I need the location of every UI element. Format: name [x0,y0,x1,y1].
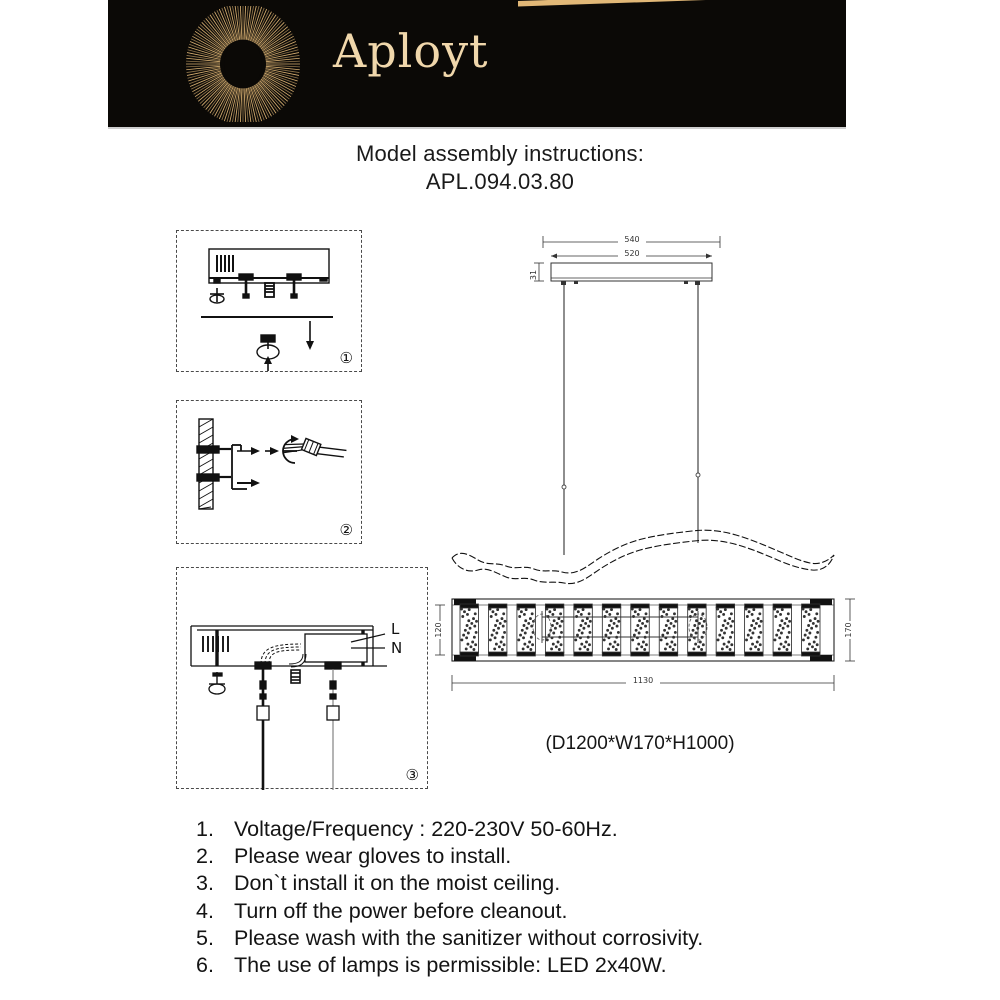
page-title [0,140,1000,196]
note-text: Voltage/Frequency : 220-230V 50-60Hz. [234,817,618,841]
assembly-step-1 [176,230,362,372]
note-index: 2. [196,844,214,869]
svg-text:540: 540 [624,235,640,244]
product-dimensions-spec: (D1200*W170*H1000) [545,733,735,754]
note-text: The use of lamps is permissible: LED 2x40W. [234,953,667,978]
step-3-terminal-neutral: N [391,639,403,657]
list-item [196,898,896,925]
dim-body-height-left [434,605,446,655]
dim-canopy-inner [551,248,712,259]
product-technical-drawing [430,225,900,705]
assembly-step-2 [176,400,362,544]
list-item [196,952,896,979]
dim-canopy-outer [543,234,720,248]
step-1-number: ① [339,349,353,367]
brand-wordmark: Aployt [333,24,489,78]
step-3-diagram [177,568,429,790]
note-index: 6. [196,953,214,978]
title-line-2: APL.094.03.80 [425,169,575,194]
svg-text:1130: 1130 [632,676,654,685]
fixture-body [452,599,834,661]
step-2-diagram [177,401,363,545]
safety-instructions-list [196,816,896,979]
step-1-diagram [177,231,363,373]
svg-text:120: 120 [434,622,443,638]
suspension-cables [561,281,700,555]
dim-body-width [452,675,834,691]
note-text: Please wash with the sanitizer without corrosivity. [234,925,704,950]
radial-rays-icon [518,0,846,127]
step-3-number: ③ [405,766,419,784]
list-item [196,816,896,843]
note-index: 4. [196,898,214,923]
list-item [196,843,896,870]
list-item [196,870,896,897]
step-2-number: ② [339,521,353,539]
svg-text:170: 170 [844,622,853,638]
note-text: Don`t install it on the moist ceiling. [234,871,561,896]
svg-text:31: 31 [529,269,538,281]
title-line-1: Model assembly instructions: [355,141,645,166]
dim-canopy-height [529,263,544,281]
assembly-step-3 [176,567,428,789]
sunburst-icon [185,6,301,122]
list-item [196,925,896,952]
note-index: 1. [196,817,214,841]
note-index: 5. [196,925,214,950]
note-index: 3. [196,871,214,896]
step-3-terminal-live: L [391,620,400,638]
dim-body-height-right [844,599,856,661]
note-text: Please wear gloves to install. [234,844,512,869]
brand-banner [108,0,846,127]
note-text: Turn off the power before cleanout. [234,898,568,923]
crystal-drape-profile [452,530,834,583]
svg-text:520: 520 [624,249,640,258]
banner-divider [108,127,846,129]
